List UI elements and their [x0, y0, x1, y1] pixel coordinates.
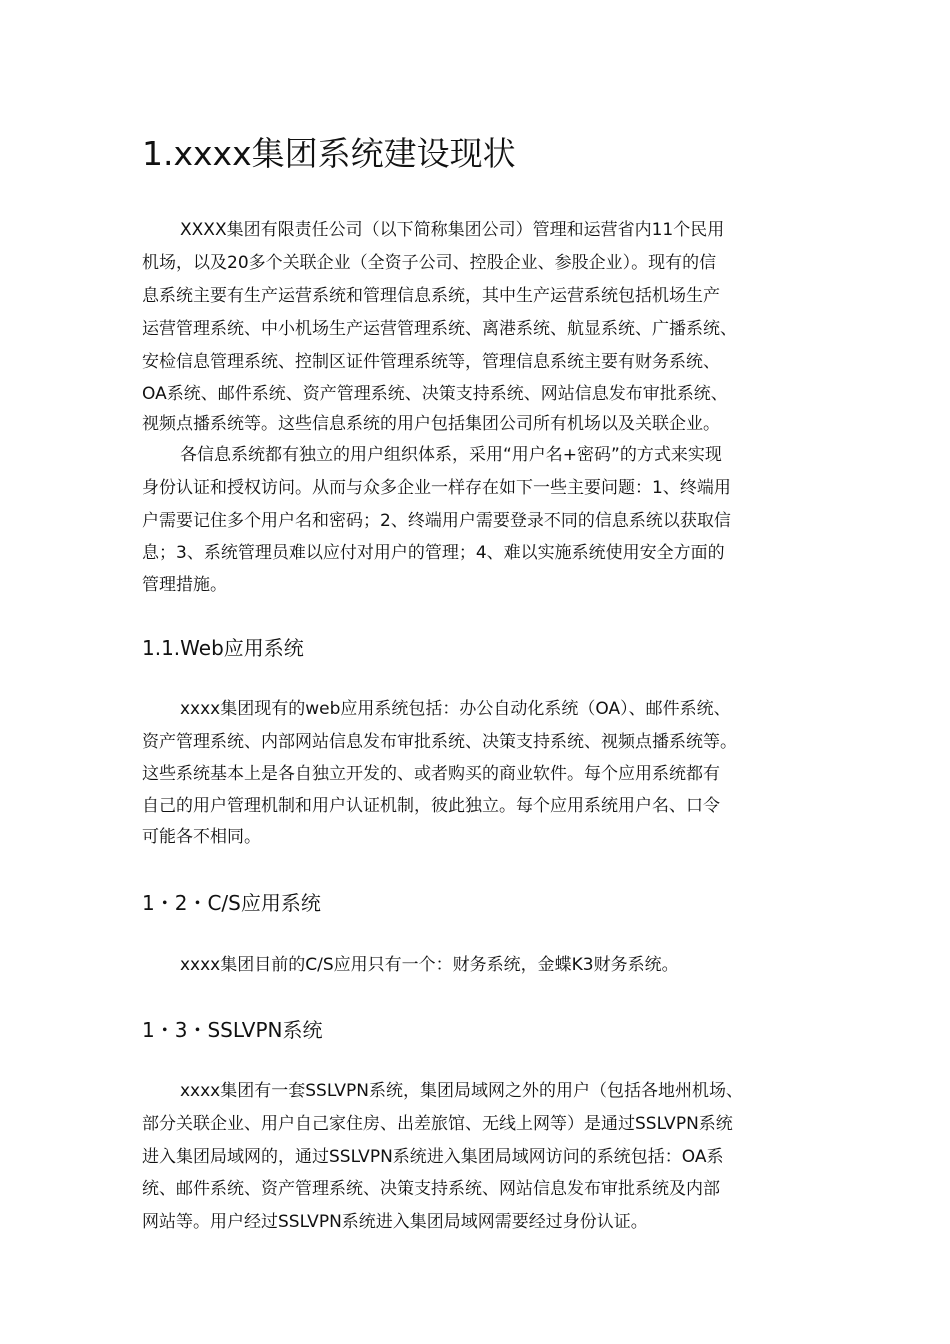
paragraph-line: 机场，以及20多个关联企业（全资子公司、控股企业、参股企业）。现有的信 [142, 253, 717, 273]
page-title: 1.xxxx集团系统建设现状 [142, 134, 516, 173]
paragraph-line: OA系统、邮件系统、资产管理系统、决策支持系统、网站信息发布审批系统、 [142, 384, 728, 404]
paragraph-line: 各信息系统都有独立的用户组织体系，采用“用户名+密码”的方式来实现 [180, 445, 722, 465]
paragraph-line: 进入集团局域网的，通过SSLVPN系统进入集团局域网访问的系统包括：OA系 [142, 1147, 724, 1167]
paragraph-line: 息；3、系统管理员难以应付对用户的管理；4、难以实施系统使用安全方面的 [142, 543, 725, 563]
section-title-cs: 1・2・C/S应用系统 [142, 891, 321, 915]
paragraph-line: xxxx集团有一套SSLVPN系统，集团局域网之外的用户（包括各地州机场、 [180, 1081, 744, 1101]
paragraph-line: 视频点播系统等。这些信息系统的用户包括集团公司所有机场以及关联企业。 [142, 414, 720, 434]
paragraph-line: 资产管理系统、内部网站信息发布审批系统、决策支持系统、视频点播系统等。 [142, 732, 737, 752]
paragraph-line: xxxx集团目前的C/S应用只有一个：财务系统，金蝶K3财务系统。 [180, 955, 679, 975]
paragraph-line: 安检信息管理系统、控制区证件管理系统等，管理信息系统主要有财务系统、 [142, 352, 720, 372]
paragraph-line: 这些系统基本上是各自独立开发的、或者购买的商业软件。每个应用系统都有 [142, 764, 720, 784]
paragraph-line: 运营管理系统、中小机场生产运营管理系统、离港系统、航显系统、广播系统、 [142, 319, 737, 339]
paragraph-line: 自己的用户管理机制和用户认证机制，彼此独立。每个应用系统用户名、口令 [142, 796, 720, 816]
paragraph-line: 统、邮件系统、资产管理系统、决策支持系统、网站信息发布审批系统及内部 [142, 1179, 720, 1199]
paragraph-line: 可能各不相同。 [142, 827, 261, 847]
section-title-sslvpn: 1・3・SSLVPN系统 [142, 1018, 323, 1042]
paragraph-line: 息系统主要有生产运营系统和管理信息系统，其中生产运营系统包括机场生产 [142, 286, 720, 306]
paragraph-line: 身份认证和授权访问。从而与众多企业一样存在如下一些主要问题：1、终端用 [142, 478, 731, 498]
paragraph-line: XXXX集团有限责任公司（以下简称集团公司）管理和运营省内11个民用 [180, 220, 725, 240]
paragraph-line: 管理措施。 [142, 575, 227, 595]
paragraph-line: xxxx集团现有的web应用系统包括：办公自动化系统（OA）、邮件系统、 [180, 699, 731, 719]
paragraph-line: 户需要记住多个用户名和密码；2、终端用户需要登录不同的信息系统以获取信 [142, 511, 731, 531]
section-title-web: 1.1.Web应用系统 [142, 636, 304, 660]
paragraph-line: 部分关联企业、用户自己家住房、出差旅馆、无线上网等）是通过SSLVPN系统 [142, 1114, 733, 1134]
paragraph-line: 网站等。用户经过SSLVPN系统进入集团局域网需要经过身份认证。 [142, 1212, 648, 1232]
